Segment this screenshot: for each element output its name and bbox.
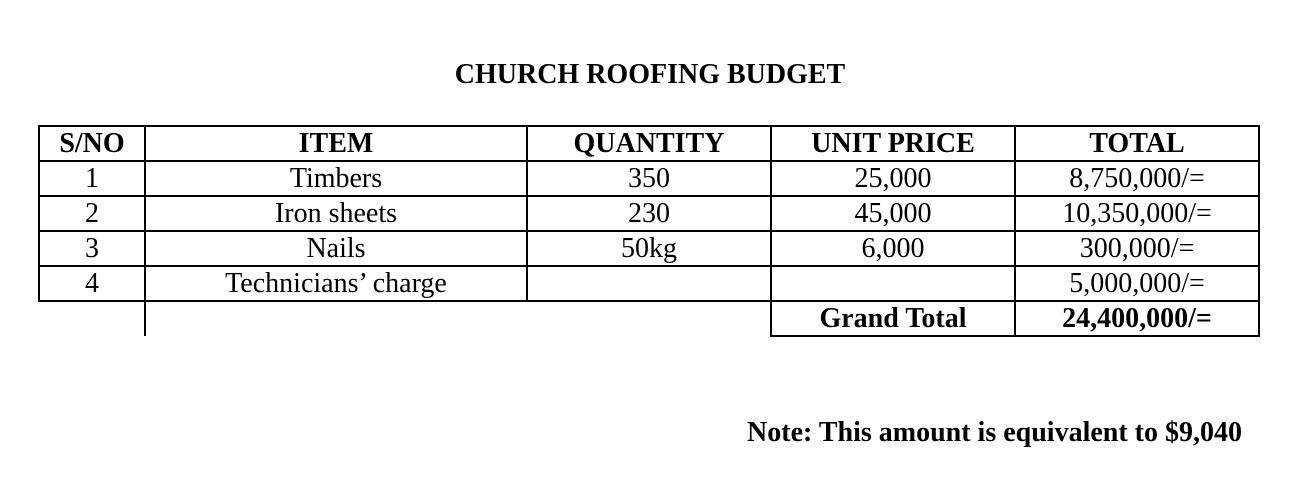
header-quantity: QUANTITY bbox=[527, 126, 771, 161]
cell-total: 5,000,000/= bbox=[1015, 266, 1259, 301]
grand-total-label: Grand Total bbox=[771, 301, 1015, 336]
document-title-text: CHURCH ROOFING BUDGET bbox=[454, 59, 846, 90]
header-item: ITEM bbox=[145, 126, 527, 161]
budget-table bbox=[38, 125, 1260, 337]
table-row bbox=[39, 266, 1259, 301]
cell-unit-price: 25,000 bbox=[771, 161, 1015, 196]
empty-cell bbox=[145, 301, 527, 336]
note-text: Note: This amount is equivalent to $9,040 bbox=[747, 417, 1242, 448]
document-title bbox=[0, 58, 1296, 92]
cell-item: Nails bbox=[145, 231, 527, 266]
cell-unit-price bbox=[771, 266, 1015, 301]
cell-sno: 3 bbox=[39, 231, 145, 266]
table-row bbox=[39, 231, 1259, 266]
cell-item: Timbers bbox=[145, 161, 527, 196]
cell-total: 8,750,000/= bbox=[1015, 161, 1259, 196]
grand-total-value: 24,400,000/= bbox=[1015, 301, 1259, 336]
table-header-row bbox=[39, 126, 1259, 161]
header-unit-price: UNIT PRICE bbox=[771, 126, 1015, 161]
header-total: TOTAL bbox=[1015, 126, 1259, 161]
header-sno: S/NO bbox=[39, 126, 145, 161]
cell-unit-price: 45,000 bbox=[771, 196, 1015, 231]
cell-item: Iron sheets bbox=[145, 196, 527, 231]
cell-quantity: 230 bbox=[527, 196, 771, 231]
cell-quantity: 350 bbox=[527, 161, 771, 196]
cell-unit-price: 6,000 bbox=[771, 231, 1015, 266]
table-row bbox=[39, 161, 1259, 196]
cell-sno: 4 bbox=[39, 266, 145, 301]
cell-item: Technicians’ charge bbox=[145, 266, 527, 301]
cell-sno: 2 bbox=[39, 196, 145, 231]
grand-total-row bbox=[39, 301, 1259, 336]
cell-sno: 1 bbox=[39, 161, 145, 196]
cell-quantity bbox=[527, 266, 771, 301]
cell-quantity: 50kg bbox=[527, 231, 771, 266]
table-row bbox=[39, 196, 1259, 231]
cell-total: 300,000/= bbox=[1015, 231, 1259, 266]
cell-total: 10,350,000/= bbox=[1015, 196, 1259, 231]
empty-cell bbox=[39, 301, 145, 336]
empty-cell bbox=[527, 301, 771, 336]
